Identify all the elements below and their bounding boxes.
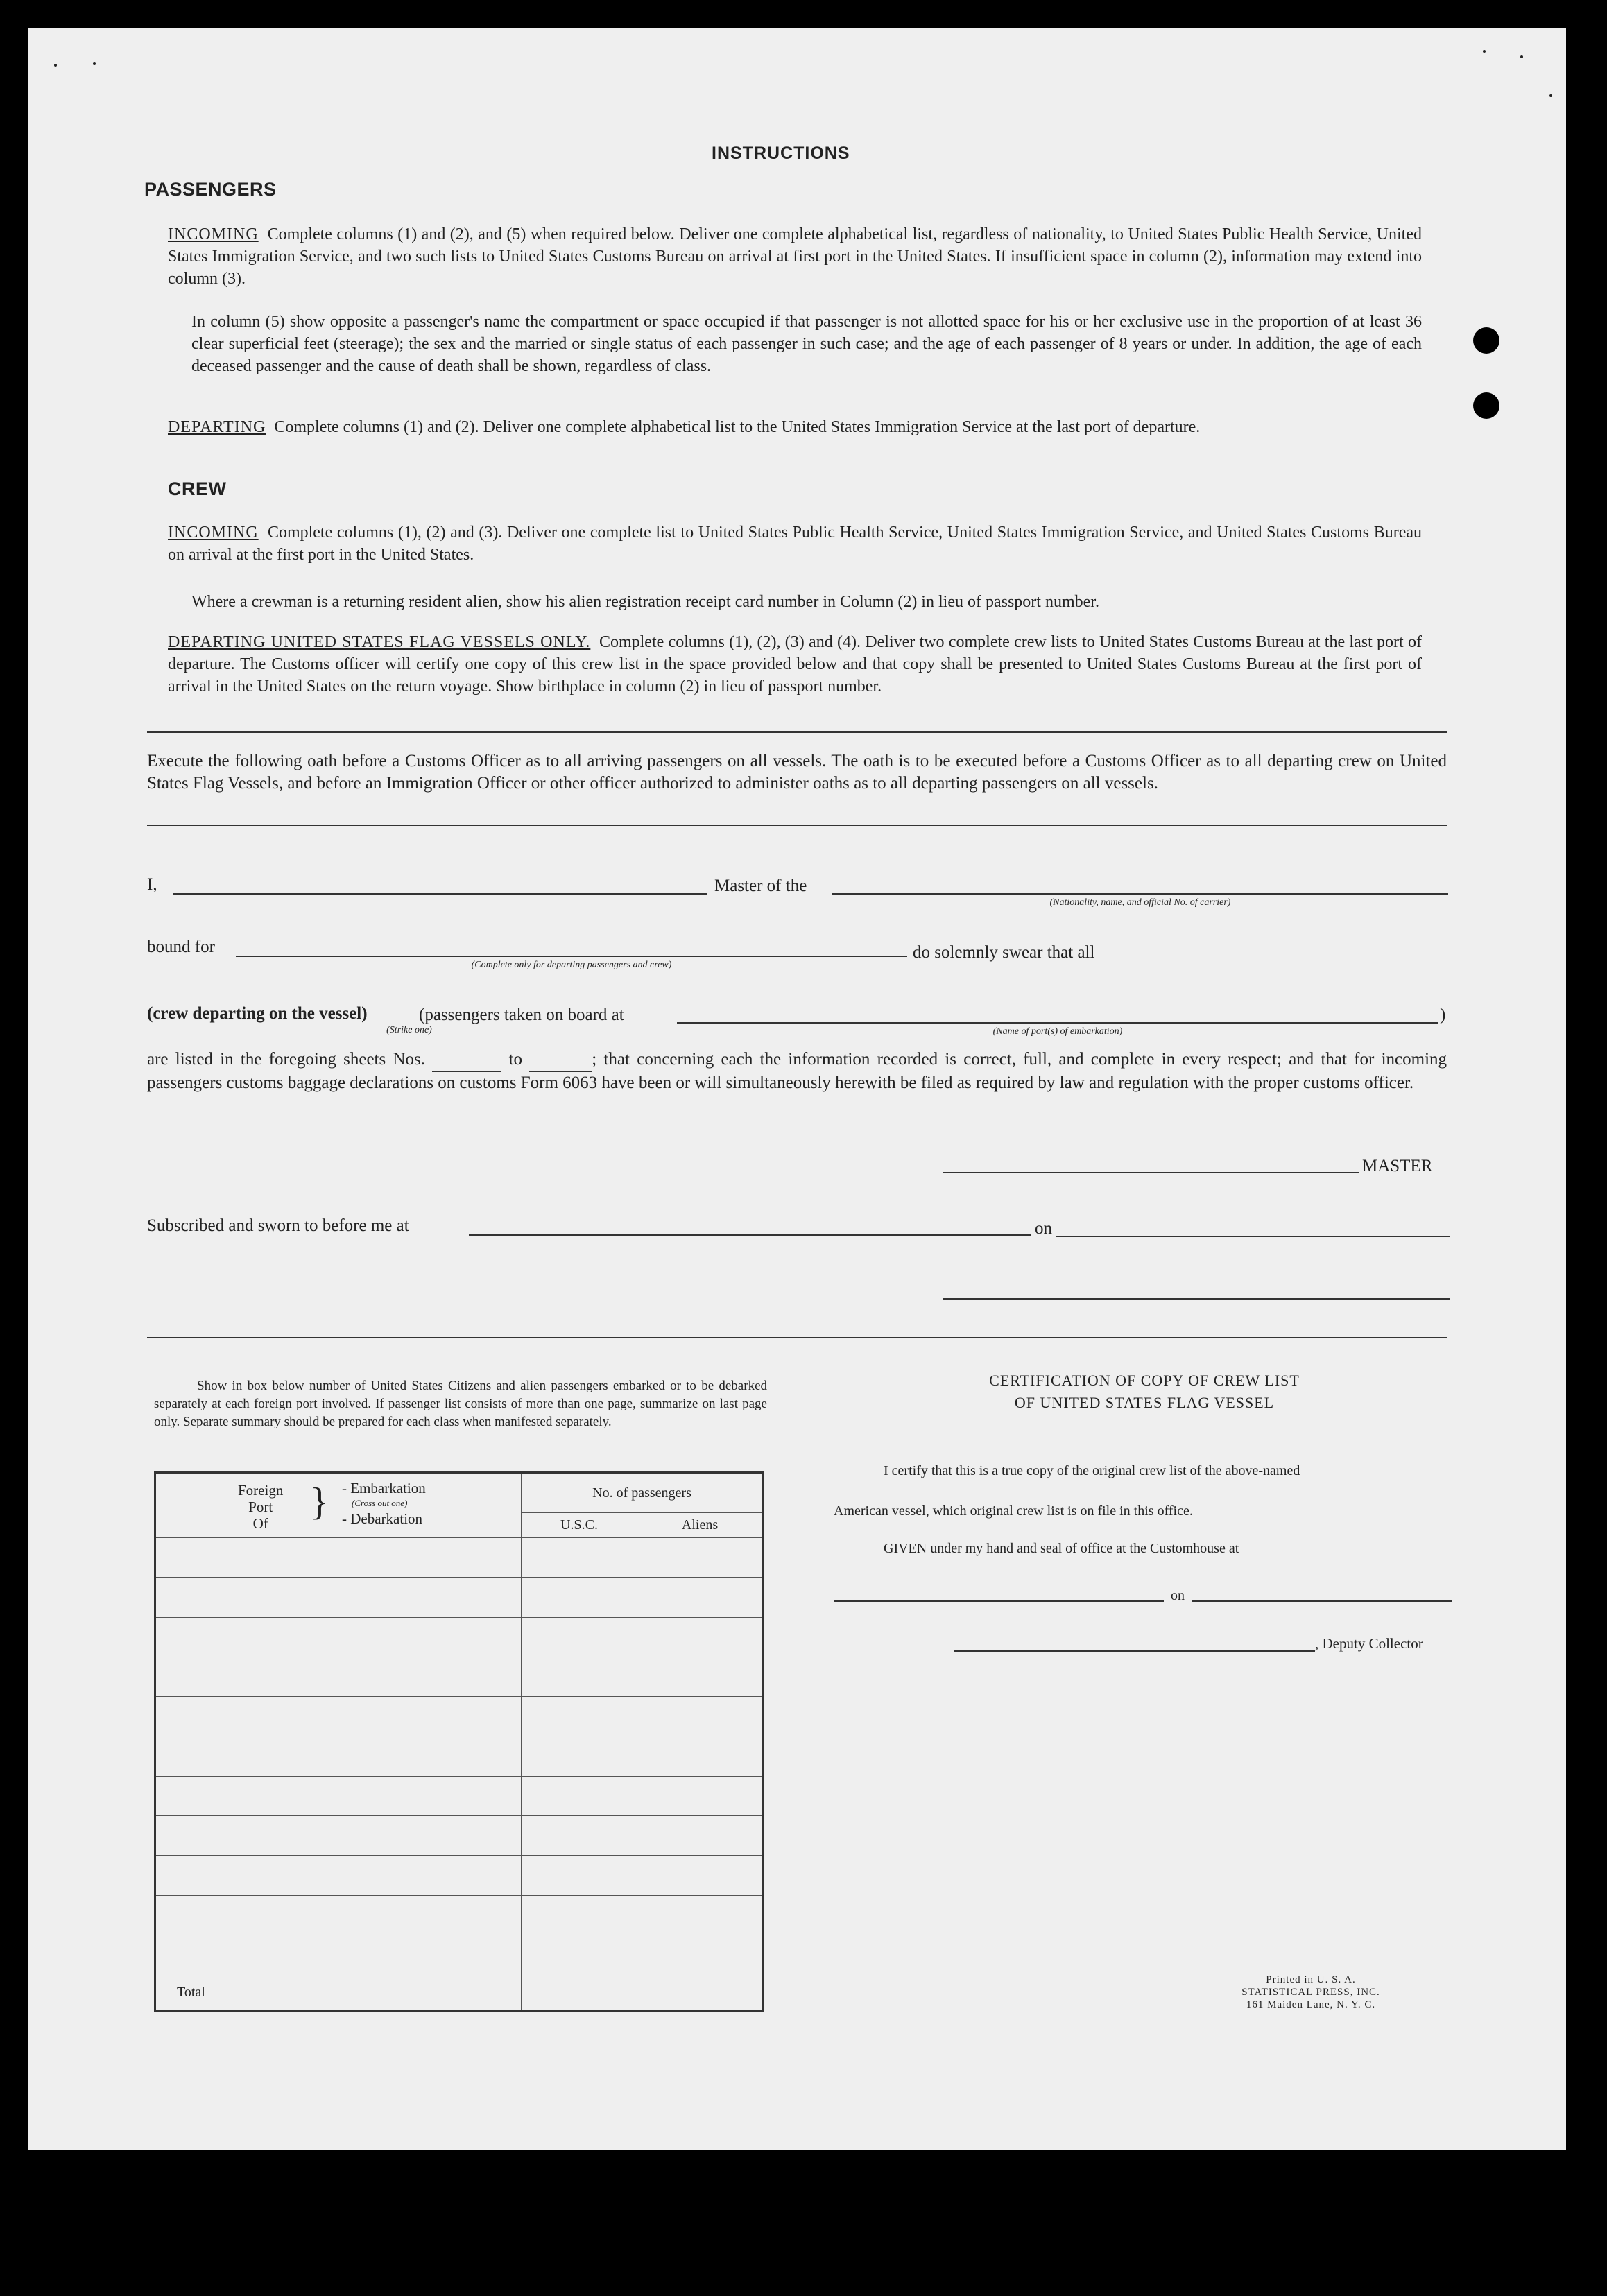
aliens-cell[interactable] xyxy=(637,1776,764,1815)
sheet-to-field[interactable] xyxy=(529,1048,592,1072)
usc-cell[interactable] xyxy=(522,1895,637,1935)
master-label: MASTER xyxy=(1362,1157,1433,1175)
imprint-line-2: STATISTICAL PRESS, INC. xyxy=(1241,1987,1380,1998)
certification-heading-1: CERTIFICATION OF COPY OF CREW LIST xyxy=(989,1372,1300,1389)
table-row xyxy=(155,1816,764,1856)
scan-speck xyxy=(93,62,96,65)
aliens-cell[interactable] xyxy=(637,1617,764,1657)
passengers-departing-label: DEPARTING xyxy=(168,418,266,436)
no-passengers-header: No. of passengers xyxy=(522,1473,764,1513)
table-row xyxy=(155,1736,764,1776)
scan-speck xyxy=(1483,50,1486,53)
total-label: Total xyxy=(155,1935,522,2012)
crew-departing-text: Complete columns (1), (2), (3) and (4). Deliver two complete crew lists to United States Customs Bureau at the last port of departure. The Customs officer will certify one copy of this crew list in the space provided below and that copy shall be presented to United States Customs Bureau at the first port of arrival in the United States on the return voyage. Show birthplace in column (2) in lieu of passport number. xyxy=(168,633,1422,696)
port-cell[interactable] xyxy=(155,1697,522,1736)
certification-on-label: on xyxy=(1171,1588,1185,1603)
imprint-line-1: Printed in U. S. A. xyxy=(1266,1974,1356,1985)
usc-cell[interactable] xyxy=(522,1856,637,1895)
swear-text: do solemnly swear that all xyxy=(913,943,1095,962)
table-row xyxy=(155,1895,764,1935)
usc-cell[interactable] xyxy=(522,1776,637,1815)
aliens-cell[interactable] xyxy=(637,1895,764,1935)
port-cell[interactable] xyxy=(155,1776,522,1815)
usc-cell[interactable] xyxy=(522,1657,637,1696)
printer-imprint xyxy=(1221,1974,1401,2011)
cross-out-note: (Cross out one) xyxy=(352,1498,408,1508)
sheet-from-field[interactable] xyxy=(432,1048,501,1072)
deputy-signature-line[interactable] xyxy=(954,1650,1315,1652)
total-row xyxy=(155,1935,764,2012)
usc-header: U.S.C. xyxy=(522,1513,637,1538)
table-row xyxy=(155,1617,764,1657)
double-rule xyxy=(147,731,1447,736)
aliens-cell[interactable] xyxy=(637,1657,764,1696)
scan-speck xyxy=(1520,55,1523,58)
master-of-label: Master of the xyxy=(714,877,807,895)
close-paren: ) xyxy=(1440,1005,1446,1024)
double-rule xyxy=(147,1336,1447,1340)
port-cell[interactable] xyxy=(155,1657,522,1696)
port-cell[interactable] xyxy=(155,1856,522,1895)
passengers-incoming-paragraph xyxy=(168,223,1422,290)
port-cell[interactable] xyxy=(155,1895,522,1935)
sworn-date-line[interactable] xyxy=(1056,1236,1450,1237)
usc-cell[interactable] xyxy=(522,1538,637,1578)
foreign-port-header xyxy=(155,1473,522,1538)
sheets-paragraph xyxy=(147,1048,1447,1094)
embarkation-port-line[interactable] xyxy=(677,1022,1438,1024)
bound-for-line[interactable] xyxy=(236,956,907,957)
punch-hole-mark xyxy=(1473,392,1499,419)
crew-departing-label: DEPARTING UNITED STATES FLAG VESSELS ONLY. xyxy=(168,633,591,651)
usc-cell[interactable] xyxy=(522,1578,637,1617)
imprint-line-3: 161 Maiden Lane, N. Y. C. xyxy=(1246,1999,1376,2010)
table-row xyxy=(155,1538,764,1578)
passengers-departing-paragraph xyxy=(168,416,1422,438)
officer-signature-line[interactable] xyxy=(943,1298,1450,1300)
port-cell[interactable] xyxy=(155,1617,522,1657)
certify-line-2: American vessel, which original crew list is on file in this office. xyxy=(834,1503,1193,1519)
customhouse-line[interactable] xyxy=(834,1600,1164,1602)
usc-total-cell[interactable] xyxy=(522,1935,637,2012)
page-title: INSTRUCTIONS xyxy=(712,144,850,163)
aliens-cell[interactable] xyxy=(637,1816,764,1856)
deputy-collector-label: , Deputy Collector xyxy=(1315,1635,1423,1652)
aliens-cell[interactable] xyxy=(637,1736,764,1776)
aliens-cell[interactable] xyxy=(637,1578,764,1617)
punch-hole-mark xyxy=(1473,327,1499,354)
embark-debark-options xyxy=(342,1481,426,1526)
foreign-port-label xyxy=(238,1482,283,1532)
bound-for-label: bound for xyxy=(147,938,215,956)
sworn-place-line[interactable] xyxy=(469,1234,1031,1236)
crew-departing-text: (crew departing on the vessel) xyxy=(147,1004,368,1023)
strike-one-note: (Strike one) xyxy=(386,1025,432,1035)
sheets-to-text: to xyxy=(508,1050,523,1069)
passengers-incoming-text: Complete columns (1) and (2), and (5) when required below. Deliver one complete alphabetical list, regardless of nationality, to United States Public Health Service, United States Immigration Service, and two such lists to United States Customs Bureau on arrival at first port in the United States. If insufficient space in column (2), information may extend into column (3). xyxy=(168,225,1423,288)
master-signature-line[interactable] xyxy=(943,1172,1359,1173)
master-name-line[interactable] xyxy=(173,893,707,895)
crew-incoming-label: INCOMING xyxy=(168,524,259,542)
debarkation-option[interactable]: - Debarkation xyxy=(342,1510,423,1527)
bound-for-note: (Complete only for departing passengers and crew) xyxy=(471,960,672,970)
table-row xyxy=(155,1776,764,1815)
usc-cell[interactable] xyxy=(522,1617,637,1657)
port-note: (Name of port(s) of embarkation) xyxy=(992,1026,1123,1037)
crew-incoming-text: Complete columns (1), (2) and (3). Deliver one complete list to United States Public Health Service, United States Immigration Service, and United States Customs Bureau on arrival at the first port in the United States. xyxy=(168,524,1423,564)
port-cell[interactable] xyxy=(155,1816,522,1856)
sheets-rest-text: ; that concerning each the information recorded is correct, full, and complete in every respect; and that for incoming passengers customs baggage declarations on customs Form 6063 have been or will simultaneously herewith be filed as required by law and regulation with the proper customs officer. xyxy=(147,1050,1447,1092)
port-cell[interactable] xyxy=(155,1538,522,1578)
passenger-summary-table xyxy=(154,1471,764,2012)
given-text: GIVEN under my hand and seal of office at the Customhouse at xyxy=(884,1541,1239,1556)
table-row xyxy=(155,1657,764,1696)
usc-cell[interactable] xyxy=(522,1736,637,1776)
subscribed-label: Subscribed and sworn to before me at xyxy=(147,1216,409,1235)
port-text: Port xyxy=(248,1499,273,1515)
sheets-start-text: are listed in the foregoing sheets Nos. xyxy=(147,1050,426,1069)
summary-note: Show in box below number of United States Citizens and alien passengers embarked or to be debarked separately at each foreign port involved. If passenger list consists of more than one page, summarize on last page only. Separate summary should be prepared for each class when manifested separately. xyxy=(154,1379,767,1429)
of-text: Of xyxy=(252,1515,268,1532)
aliens-total-cell[interactable] xyxy=(637,1935,764,2012)
port-cell[interactable] xyxy=(155,1578,522,1617)
aliens-cell[interactable] xyxy=(637,1697,764,1736)
passengers-incoming-label: INCOMING xyxy=(168,225,259,243)
usc-cell[interactable] xyxy=(522,1816,637,1856)
oath-i-label: I, xyxy=(147,875,157,894)
passengers-column5-paragraph: In column (5) show opposite a passenger's name the compartment or space occupied if that passenger is not allotted space for his or her exclusive use in the proportion of at least 36 clear superficial feet (steerage); the sex and the married or single status of each passenger in such case; and the age of each passenger of 8 years or under. In addition, the age of each deceased passenger and the cause of death shall be shown, regardless of class. xyxy=(191,313,1422,375)
crew-heading: CREW xyxy=(168,478,227,499)
certification-heading-2: OF UNITED STATES FLAG VESSEL xyxy=(1014,1394,1275,1411)
crew-departing-option xyxy=(147,1004,368,1024)
aliens-cell[interactable] xyxy=(637,1856,764,1895)
brace-icon: } xyxy=(310,1481,329,1524)
passengers-heading: PASSENGERS xyxy=(144,179,277,200)
table-row xyxy=(155,1697,764,1736)
aliens-cell[interactable] xyxy=(637,1538,764,1578)
passengers-taken-option: (passengers taken on board at xyxy=(419,1005,624,1024)
double-rule xyxy=(147,825,1447,830)
foreign-text: Foreign xyxy=(238,1482,284,1499)
oath-intro: Execute the following oath before a Customs Officer as to all arriving passengers on all vessels. The oath is to be executed before a Customs Officer as to all departing crew on United States Flag Vessels, and before an Immigration Officer or other officer authorized to administer oaths as to all departing passengers on all vessels. xyxy=(147,752,1447,793)
usc-cell[interactable] xyxy=(522,1697,637,1736)
aliens-header: Aliens xyxy=(637,1513,764,1538)
scan-speck xyxy=(1549,94,1552,97)
certification-date-line[interactable] xyxy=(1192,1600,1452,1602)
sworn-on-label: on xyxy=(1035,1219,1052,1238)
carrier-note: (Nationality, name, and official No. of carrier) xyxy=(1049,897,1231,908)
scan-speck xyxy=(54,64,57,67)
passengers-departing-text: Complete columns (1) and (2). Deliver one complete alphabetical list to the United States Immigration Service at the last port of departure. xyxy=(274,418,1201,436)
port-cell[interactable] xyxy=(155,1736,522,1776)
crew-departing-paragraph xyxy=(168,631,1422,698)
crew-incoming-paragraph xyxy=(168,521,1422,566)
table-row xyxy=(155,1856,764,1895)
table-row xyxy=(155,1578,764,1617)
certify-line-1: I certify that this is a true copy of the original crew list of the above-named xyxy=(884,1463,1300,1478)
crew-resident-paragraph: Where a crewman is a returning resident alien, show his alien registration receipt card number in Column (2) in lieu of passport number. xyxy=(191,593,1099,611)
carrier-line[interactable] xyxy=(832,893,1448,895)
embarkation-option[interactable]: - Embarkation xyxy=(342,1480,426,1496)
